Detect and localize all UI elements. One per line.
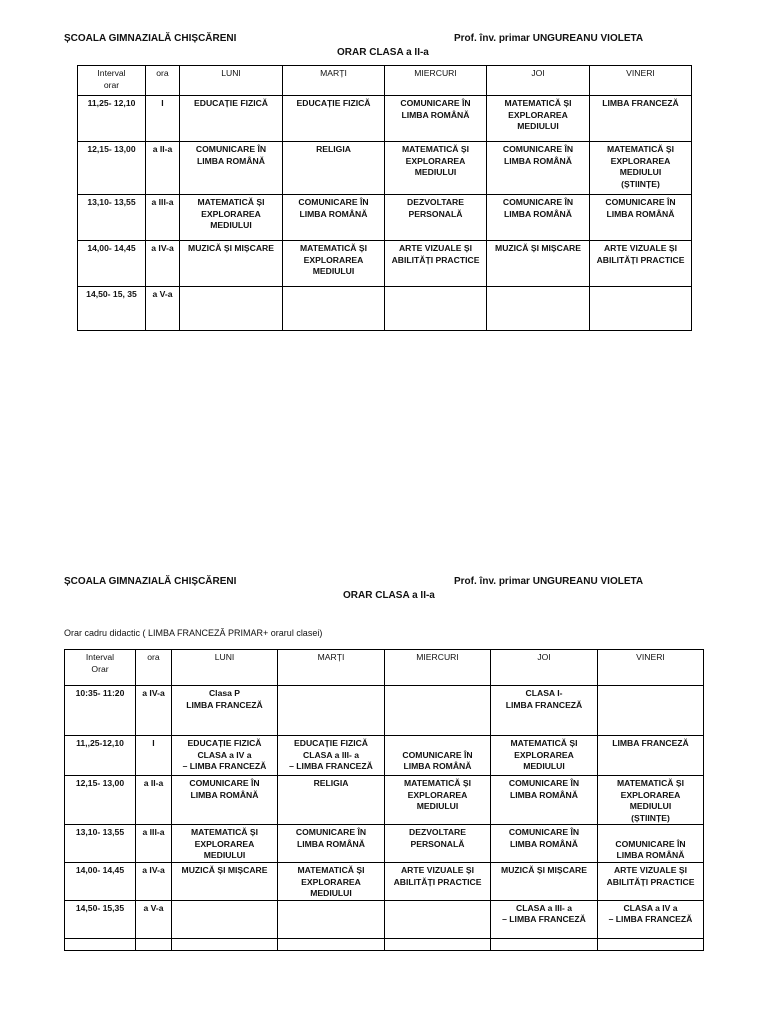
table-row — [78, 241, 692, 287]
table-cell: a II-a — [136, 776, 172, 825]
table-cell — [278, 900, 385, 938]
table-cell: 14,50- 15, 35 — [78, 287, 146, 331]
table-cell: COMUNICARE ÎN LIMBA ROMÂNĂ — [598, 825, 704, 863]
table-cell: a IV-a — [136, 686, 172, 736]
table-cell: CLASA I- LIMBA FRANCEZĂ — [491, 686, 598, 736]
table-cell: ARTE VIZUALE ȘI ABILITĂȚI PRACTICE — [598, 863, 704, 901]
header-cell: MIERCURI — [385, 66, 487, 96]
table-cell: MUZICĂ ȘI MIȘCARE — [180, 241, 283, 287]
header-cell: VINERI — [590, 66, 692, 96]
table-cell: 11,,25-12,10 — [65, 736, 136, 776]
table-cell — [590, 287, 692, 331]
table-cell: MATEMATICĂ ȘI EXPLORAREA MEDIULUI — [180, 195, 283, 241]
table-row — [65, 900, 704, 938]
table-cell: EDUCAȚIE FIZICĂ CLASA a III- a – LIMBA FRANCEZĂ — [278, 736, 385, 776]
table-cell: 13,10- 13,55 — [65, 825, 136, 863]
table-cell — [283, 287, 385, 331]
header-cell: MARȚI — [283, 66, 385, 96]
header-cell: MARȚI — [278, 650, 385, 686]
table-row — [65, 736, 704, 776]
header-cell: LUNI — [180, 66, 283, 96]
schedule-note: Orar cadru didactic ( LIMBA FRANCEZĂ PRIMAR+ orarul clasei) — [64, 628, 323, 638]
table-cell — [385, 938, 491, 950]
table-cell: COMUNICARE ÎN LIMBA ROMÂNĂ — [487, 195, 590, 241]
table-cell: COMUNICARE ÎN LIMBA ROMÂNĂ — [491, 825, 598, 863]
table-cell: ARTE VIZUALE ȘI ABILITĂȚI PRACTICE — [385, 863, 491, 901]
table-cell — [172, 938, 278, 950]
table-cell: MATEMATICĂ ȘI EXPLORAREA MEDIULUI — [172, 825, 278, 863]
table-cell: MATEMATICĂ ȘI EXPLORAREA MEDIULUI — [491, 736, 598, 776]
table-cell: a III-a — [146, 195, 180, 241]
table-row — [65, 938, 704, 950]
header-cell: LUNI — [172, 650, 278, 686]
table-cell: COMUNICARE ÎN LIMBA ROMÂNĂ — [385, 736, 491, 776]
table-cell: 12,15- 13,00 — [78, 142, 146, 195]
header-cell: VINERI — [598, 650, 704, 686]
teacher-name-1: Prof. înv. primar UNGUREANU VIOLETA — [454, 33, 644, 44]
table-cell: a II-a — [146, 142, 180, 195]
timetable-1 — [77, 65, 692, 331]
table-cell: 10:35- 11:20 — [65, 686, 136, 736]
table-cell — [598, 938, 704, 950]
table-cell: COMUNICARE ÎN LIMBA ROMÂNĂ — [487, 142, 590, 195]
header-cell: JOI — [487, 66, 590, 96]
table-cell: MATEMATICĂ ȘI EXPLORAREA MEDIULUI (ȘTIINȚE) — [598, 776, 704, 825]
table-cell: CLASA a IV a – LIMBA FRANCEZĂ — [598, 900, 704, 938]
header-cell: Interval Orar — [65, 650, 136, 686]
table-row — [78, 96, 692, 142]
table-cell: I — [136, 736, 172, 776]
table-cell: COMUNICARE ÎN LIMBA ROMÂNĂ — [180, 142, 283, 195]
table-cell — [278, 686, 385, 736]
table-cell: 13,10- 13,55 — [78, 195, 146, 241]
table-cell: a IV-a — [146, 241, 180, 287]
table-cell: LIMBA FRANCEZĂ — [590, 96, 692, 142]
header-cell: MIERCURI — [385, 650, 491, 686]
table-cell — [385, 900, 491, 938]
table-cell: COMUNICARE ÎN LIMBA ROMÂNĂ — [590, 195, 692, 241]
table-row — [65, 825, 704, 863]
table-cell — [278, 938, 385, 950]
table-cell — [487, 287, 590, 331]
table-cell: LIMBA FRANCEZĂ — [598, 736, 704, 776]
header-cell: ora — [136, 650, 172, 686]
table-cell: DEZVOLTARE PERSONALĂ — [385, 825, 491, 863]
table-cell: MATEMATICĂ ȘI EXPLORAREA MEDIULUI — [278, 863, 385, 901]
table-cell — [172, 900, 278, 938]
table-cell: ARTE VIZUALE ȘI ABILITĂȚI PRACTICE — [590, 241, 692, 287]
page-title-2: ORAR CLASA a II-a — [343, 590, 435, 601]
table-cell: CLASA a III- a – LIMBA FRANCEZĂ — [491, 900, 598, 938]
table-header-row — [65, 650, 704, 686]
table-cell — [491, 938, 598, 950]
table-row — [65, 863, 704, 901]
table-row — [65, 686, 704, 736]
table-cell — [136, 938, 172, 950]
table-cell — [180, 287, 283, 331]
page-title-1: ORAR CLASA a II-a — [337, 47, 429, 58]
table-cell: 14,50- 15,35 — [65, 900, 136, 938]
table-cell: EDUCAȚIE FIZICĂ CLASA a IV a – LIMBA FRANCEZĂ — [172, 736, 278, 776]
table-cell: MUZICĂ ȘI MIȘCARE — [487, 241, 590, 287]
teacher-name-2: Prof. înv. primar UNGUREANU VIOLETA — [454, 576, 644, 587]
table-cell: COMUNICARE ÎN LIMBA ROMÂNĂ — [283, 195, 385, 241]
table-row — [78, 287, 692, 331]
table-cell — [385, 686, 491, 736]
table-cell: COMUNICARE ÎN LIMBA ROMÂNĂ — [385, 96, 487, 142]
school-name-1: ȘCOALA GIMNAZIALĂ CHIȘCĂRENI — [64, 33, 237, 44]
table-cell: COMUNICARE ÎN LIMBA ROMÂNĂ — [491, 776, 598, 825]
table-cell: EDUCAȚIE FIZICĂ — [180, 96, 283, 142]
table-cell: a III-a — [136, 825, 172, 863]
table-cell: EDUCAȚIE FIZICĂ — [283, 96, 385, 142]
table-cell: 14,00- 14,45 — [65, 863, 136, 901]
table-cell: a V-a — [136, 900, 172, 938]
table-cell: MUZICĂ ȘI MIȘCARE — [172, 863, 278, 901]
table-cell: MATEMATICĂ ȘI EXPLORAREA MEDIULUI — [385, 142, 487, 195]
table-cell: 14,00- 14,45 — [78, 241, 146, 287]
header-cell: ora — [146, 66, 180, 96]
table-cell: 12,15- 13,00 — [65, 776, 136, 825]
table-cell: RELIGIA — [278, 776, 385, 825]
table-row — [78, 142, 692, 195]
table-cell: 11,25- 12,10 — [78, 96, 146, 142]
table-cell: DEZVOLTARE PERSONALĂ — [385, 195, 487, 241]
table-cell — [385, 287, 487, 331]
table-cell: MUZICĂ ȘI MIȘCARE — [491, 863, 598, 901]
table-cell: COMUNICARE ÎN LIMBA ROMÂNĂ — [172, 776, 278, 825]
table-cell: a V-a — [146, 287, 180, 331]
table-cell — [598, 686, 704, 736]
table-cell: I — [146, 96, 180, 142]
table-row — [65, 776, 704, 825]
school-name-2: ȘCOALA GIMNAZIALĂ CHIȘCĂRENI — [64, 576, 237, 587]
table-cell: Clasa P LIMBA FRANCEZĂ — [172, 686, 278, 736]
table-cell: MATEMATICĂ ȘI EXPLORAREA MEDIULUI — [283, 241, 385, 287]
header-cell: Interval orar — [78, 66, 146, 96]
table-cell: COMUNICARE ÎN LIMBA ROMÂNĂ — [278, 825, 385, 863]
table-cell — [65, 938, 136, 950]
header-cell: JOI — [491, 650, 598, 686]
table-row — [78, 195, 692, 241]
timetable-2 — [64, 649, 704, 951]
table-cell: a IV-a — [136, 863, 172, 901]
table-cell: MATEMATICĂ ȘI EXPLORAREA MEDIULUI — [487, 96, 590, 142]
table-cell: MATEMATICĂ ȘI EXPLORAREA MEDIULUI (ȘTIINȚE) — [590, 142, 692, 195]
table-header-row — [78, 66, 692, 96]
table-cell: ARTE VIZUALE ȘI ABILITĂȚI PRACTICE — [385, 241, 487, 287]
table-cell: MATEMATICĂ ȘI EXPLORAREA MEDIULUI — [385, 776, 491, 825]
table-cell: RELIGIA — [283, 142, 385, 195]
